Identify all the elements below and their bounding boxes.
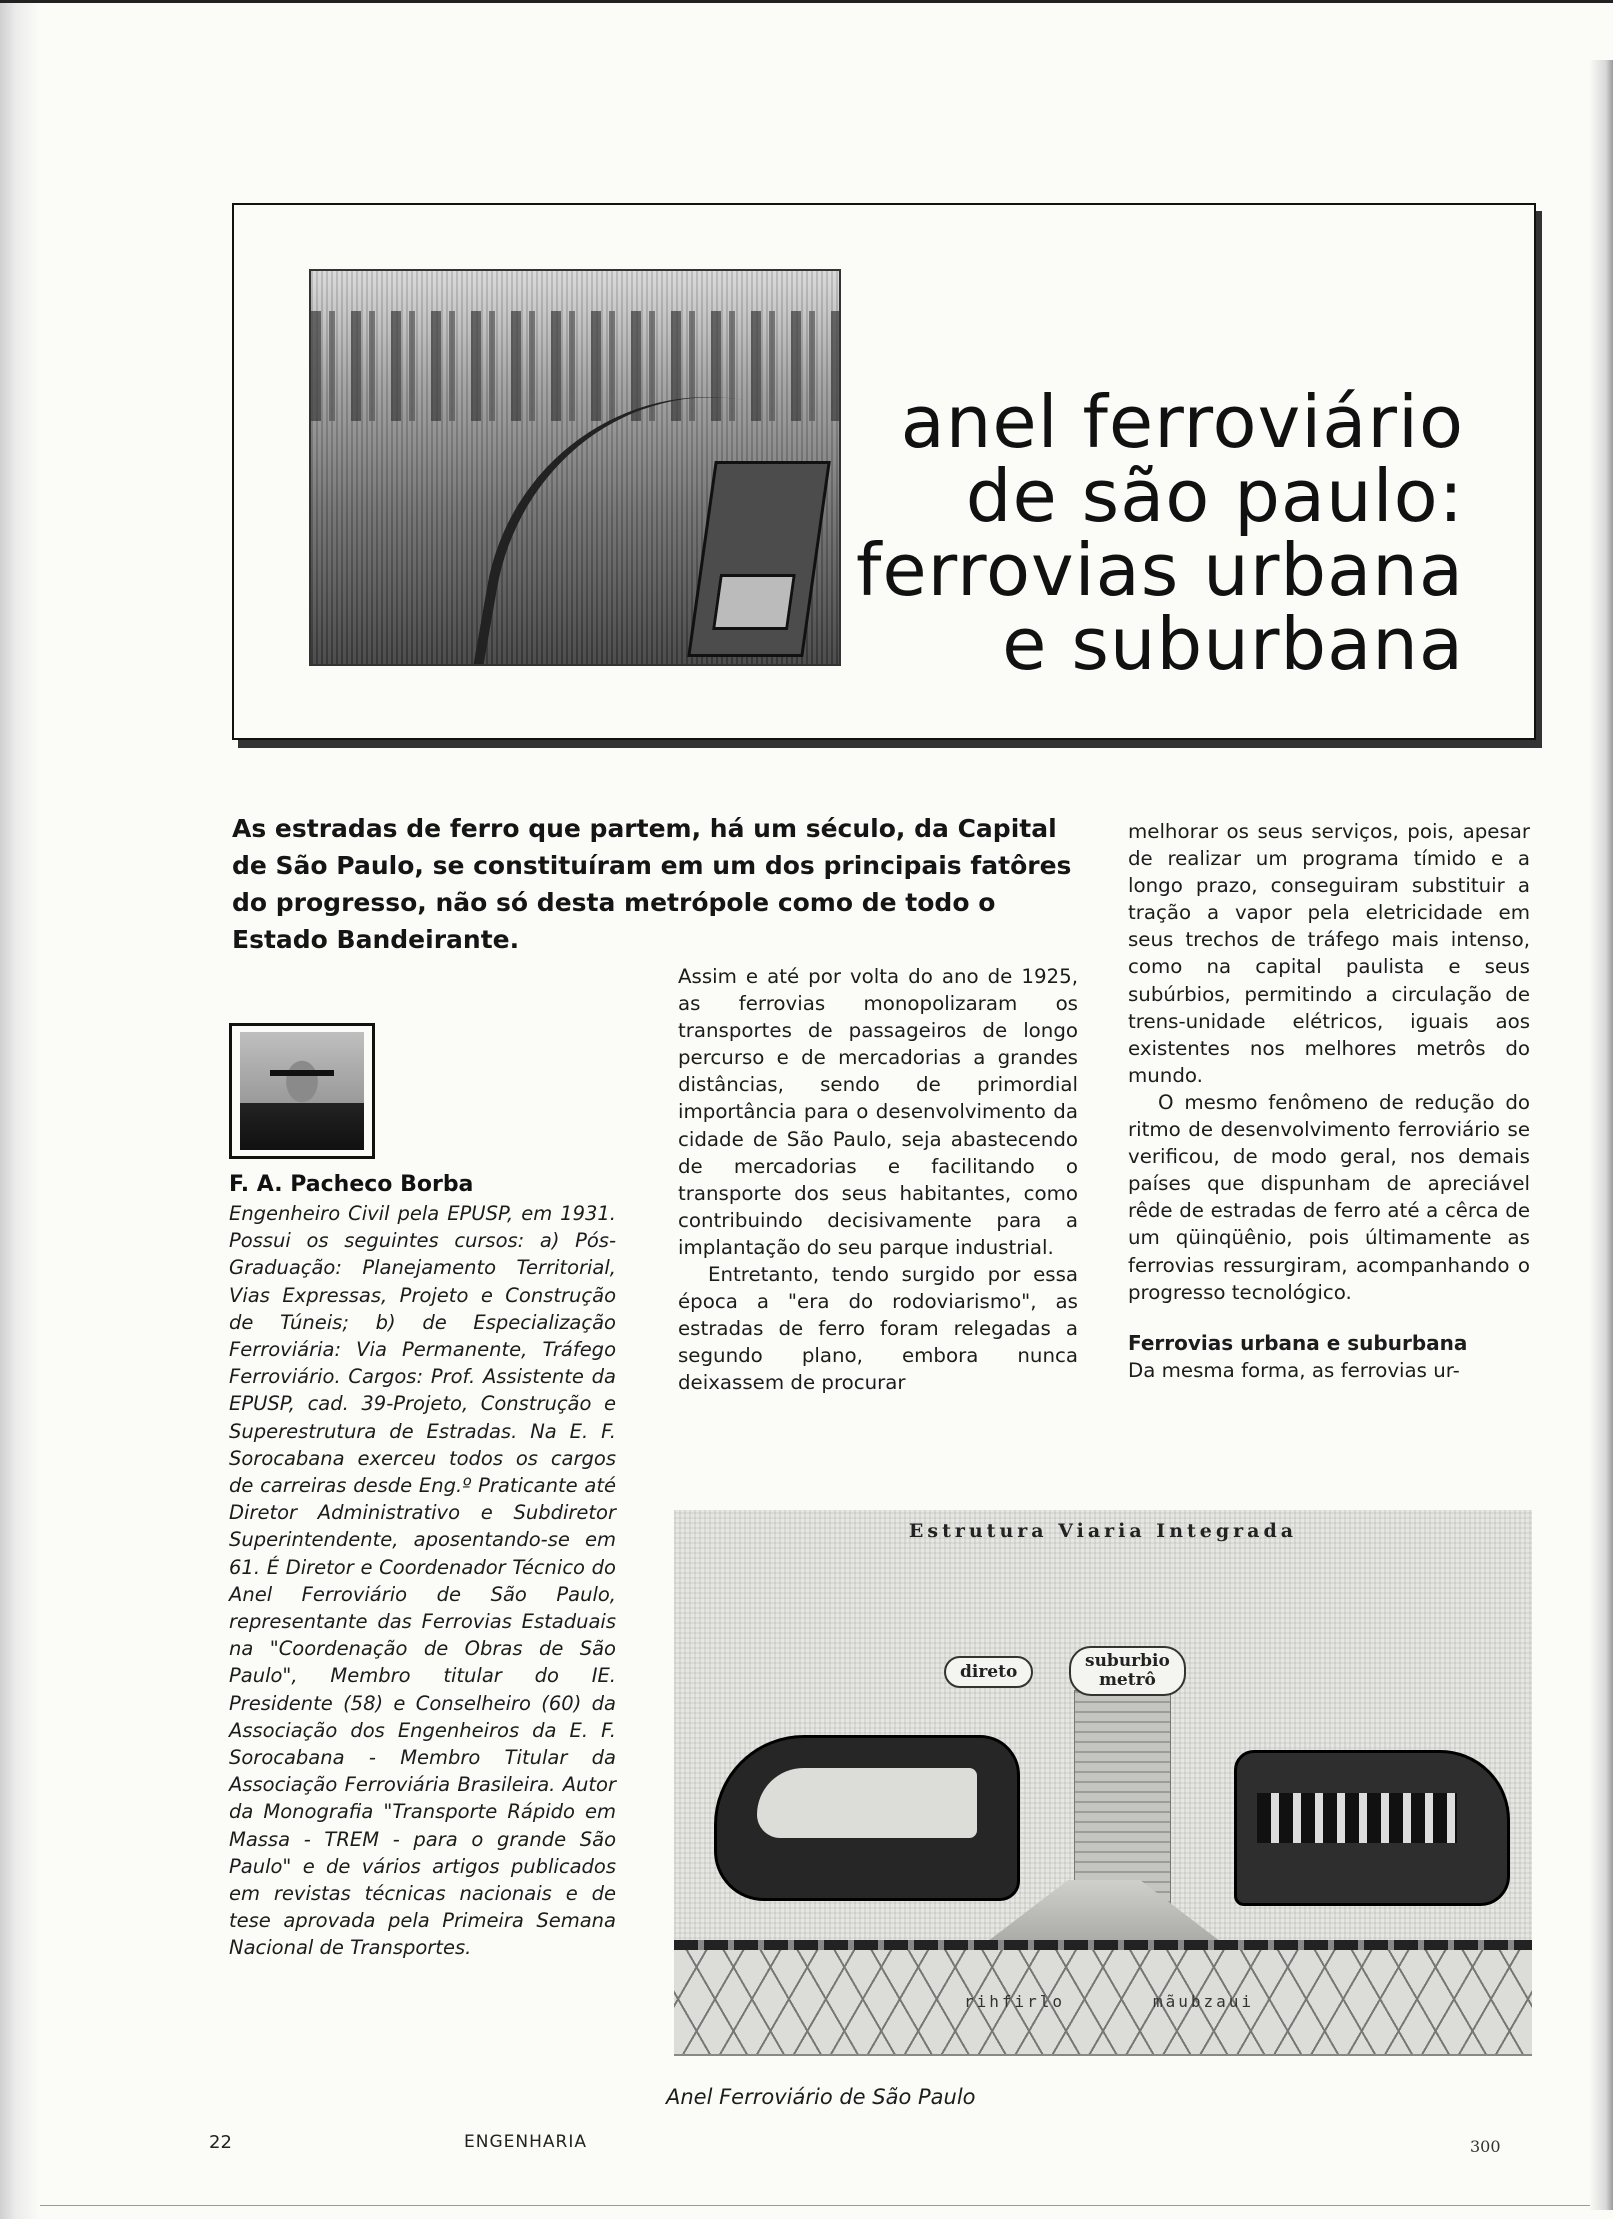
- article-title: [856, 380, 1464, 686]
- train-right: [1234, 1750, 1510, 1906]
- body-column-3: [1128, 818, 1530, 1384]
- paragraph: Assim e até por volta do ano de 1925, as ferrovias monopolizaram os transportes de passageiros de longo percurso e de mercadorias a grandes distâncias, sendo de primordial importância para o desenvolvimento da cidade de São Paulo, seja abastecendo de mercadorias e facilitando o transporte dos seus habitantes, como contribuindo decisivamente para a implantação do seu parque industrial.: [678, 965, 1078, 1259]
- platform-label-left: rihfirlo: [964, 1992, 1066, 2011]
- portrait-photo: [240, 1032, 364, 1150]
- author-name: F. A. Pacheco Borba: [229, 1172, 474, 1197]
- body-column-2: [678, 963, 1078, 1397]
- platform-label-right: mãubzaui: [1152, 1992, 1254, 2011]
- bottom-rule: [40, 2205, 1590, 2206]
- section-subheading: Ferrovias urbana e suburbana: [1128, 1330, 1468, 1355]
- top-rule: [0, 0, 1613, 3]
- title-line-2: de são paulo:: [965, 454, 1464, 538]
- title-line-4: e suburbana: [1002, 602, 1464, 686]
- title-line-1: anel ferroviário: [900, 380, 1464, 464]
- sign-suburbio-metro: [1069, 1646, 1186, 1696]
- sign-direto: direto: [944, 1656, 1033, 1688]
- paragraph: O mesmo fenômeno de redução do ritmo de desenvolvimento ferroviário se verificou, de modo geral, nos demais países que dispunham de apreciável rêde de estradas de ferro até a cêrca de um qüinqüênio, pois últimamente as ferrovias ressurgiram, acompanhando o progresso tecnológico.: [1128, 1090, 1530, 1304]
- paragraph: Entretanto, tendo surgido por essa época a "era do rodoviarismo", as estradas de ferro foram relegadas a segundo plano, embora nunca deixassem de procurar: [678, 1263, 1078, 1395]
- author-portrait: [229, 1023, 375, 1159]
- illustration-caption: Anel Ferroviário de São Paulo: [666, 2085, 976, 2109]
- station-illustration: [674, 1510, 1532, 2056]
- portrait-glasses: [270, 1070, 334, 1090]
- journal-name: ENGENHARIA: [464, 2132, 587, 2152]
- rail-line: [674, 1940, 1532, 1950]
- scan-left-edge: [0, 0, 40, 2219]
- sign-metro-label: metrô: [1098, 1670, 1156, 1690]
- archive-number: 300: [1470, 2137, 1501, 2156]
- author-bio: Engenheiro Civil pela EPUSP, em 1931. Possui os seguintes cursos: a) Pós-Graduação: Planejamento Territorial, Vias Expressas, Projeto e Construção de Túneis; b) de Especialização Ferroviária: Via Permanente, Tráfego Ferroviário. Cargos: Prof. Assistente da EPUSP, cad. 39-Projeto, Construção e Superestrutura de Estradas. Na E. F. Sorocabana exerceu todos os cargos de carreiras desde Eng.º Praticante até Diretor Administrativo e Subdiretor Superintendente, aposentando-se em 61. É Diretor e Coordenador Técnico do Anel Ferroviário de São Paulo, representante das Ferrovias Estaduais na "Coordenação de Obras de São Paulo", Membro titular do IE. Presidente (58) e Conselheiro (60) da Associação dos Engenheiros da E. F. Sorocabana - Membro Titular da Associação Ferroviária Brasileira. Autor da Monografia "Transporte Rápido em Massa - TREM - para o grande São Paulo" e de vários artigos publicados em revistas técnicas nacionais e de tese aprovada pela Primeira Semana Nacional de Transportes.: [229, 1202, 616, 1960]
- platform-labels: [964, 1992, 1254, 2011]
- article-lead: As estradas de ferro que partem, há um século, da Capital de São Paulo, se constituíram em um dos principais fatôres do progresso, não só desta metrópole como de todo o Estado Bandeirante.: [232, 814, 1072, 954]
- paragraph: melhorar os seus serviços, pois, apesar de realizar um programa tímido e a longo prazo, conseguiram substituir a tração a vapor pela eletricidade em seus trechos de tráfego mais intenso, como na capital paulista e seus subúrbios, permitindo a circulação de trens-unidade elétricos, iguais aos existentes nos melhores metrôs do mundo.: [1128, 820, 1530, 1087]
- hero-photo-railway: [309, 269, 841, 666]
- page-number: 22: [209, 2132, 232, 2153]
- scan-right-edge: [1589, 60, 1613, 2210]
- train-left: [714, 1735, 1020, 1901]
- title-frame: [232, 203, 1536, 740]
- paragraph: Da mesma forma, as ferrovias ur-: [1128, 1358, 1460, 1382]
- sign-suburbio-label: suburbio: [1085, 1651, 1170, 1671]
- illustration-heading: Estrutura Viaria Integrada: [908, 1520, 1298, 1542]
- title-line-3: ferrovias urbana: [856, 528, 1464, 612]
